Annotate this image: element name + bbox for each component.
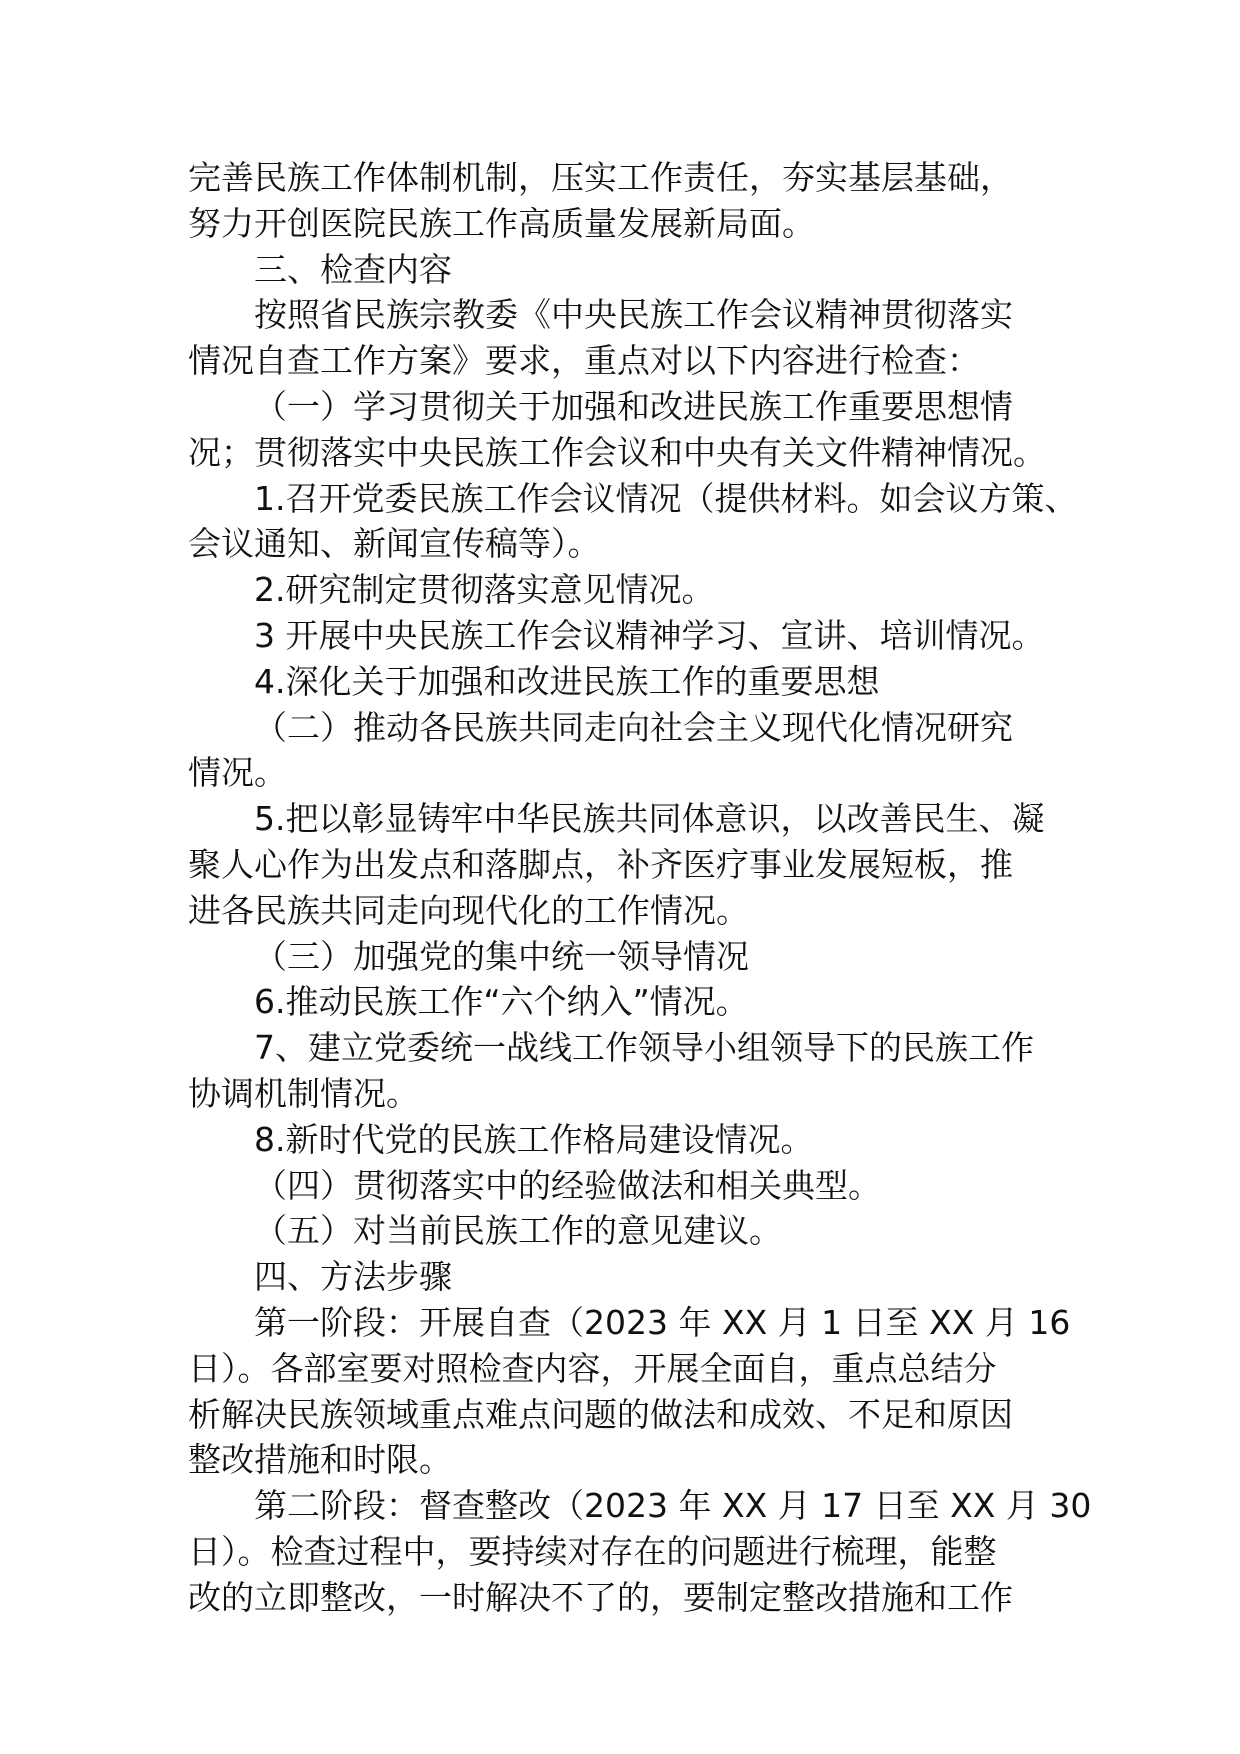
text-line: 完善民族工作体制机制，压实工作责任，夯实基层基础， bbox=[188, 158, 1013, 197]
paragraph-start: 按照省民族宗教委《中央民族工作会议精神贯彻落实 bbox=[254, 295, 1013, 335]
subsection-heading: （四）贯彻落实中的经验做法和相关典型。 bbox=[254, 1165, 881, 1205]
list-item: 5.把以彰显铸牢中华民族共同体意识，以改善民生、凝 bbox=[254, 799, 1045, 839]
list-item: 8.新时代党的民族工作格局建设情况。 bbox=[254, 1119, 814, 1159]
text-line: 协调机制情况。 bbox=[188, 1073, 419, 1113]
subsection-heading: （一）学习贯彻关于加强和改进民族工作重要思想情 bbox=[254, 386, 1013, 426]
text-line: 日）。各部室要对照检查内容，开展全面自，重点总结分 bbox=[188, 1348, 997, 1388]
text-line: 进各民族共同走向现代化的工作情况。 bbox=[188, 890, 749, 930]
subsection-heading: （三）加强党的集中统一领导情况 bbox=[254, 936, 749, 976]
list-item: 3 开展中央民族工作会议精神学习、宣讲、培训情况。 bbox=[254, 615, 1045, 655]
text-line: 努力开创医院民族工作高质量发展新局面。 bbox=[188, 203, 815, 243]
list-item: 6.推动民族工作“六个纳入”情况。 bbox=[254, 982, 749, 1022]
paragraph-start: 第一阶段：开展自查（2023 年 XX 月 1 日至 XX 月 16 bbox=[254, 1302, 1071, 1342]
text-line: 情况自查工作方案》要求，重点对以下内容进行检查： bbox=[188, 341, 980, 381]
section-heading: 四、方法步骤 bbox=[254, 1257, 452, 1297]
text-line: 析解决民族领域重点难点问题的做法和成效、不足和原因 bbox=[188, 1394, 1013, 1434]
subsection-heading: （二）推动各民族共同走向社会主义现代化情况研究 bbox=[254, 707, 1013, 747]
paragraph-start: 第二阶段：督查整改（2023 年 XX 月 17 日至 XX 月 30 bbox=[254, 1486, 1092, 1526]
text-line: 聚人心作为出发点和落脚点，补齐医疗事业发展短板，推 bbox=[188, 844, 1013, 884]
text-line: 会议通知、新闻宣传稿等）。 bbox=[188, 524, 601, 564]
text-line: 况；贯彻落实中央民族工作会议和中央有关文件精神情况。 bbox=[188, 432, 1046, 472]
list-item: 4.深化关于加强和改进民族工作的重要思想 bbox=[254, 661, 880, 701]
list-item: 1.召开党委民族工作会议情况（提供材料。如会议方策、 bbox=[254, 478, 1078, 518]
list-item: 2.研究制定贯彻落实意见情况。 bbox=[254, 570, 715, 610]
subsection-heading: （五）对当前民族工作的意见建议。 bbox=[254, 1211, 782, 1251]
section-heading: 三、检查内容 bbox=[254, 249, 452, 289]
text-line: 整改措施和时限。 bbox=[188, 1440, 452, 1480]
text-line: 日）。检查过程中，要持续对存在的问题进行梳理，能整 bbox=[188, 1531, 997, 1571]
document-body bbox=[188, 155, 1092, 1621]
text-line: 改的立即整改，一时解决不了的，要制定整改措施和工作 bbox=[188, 1577, 1013, 1617]
list-item: 7、建立党委统一战线工作领导小组领导下的民族工作 bbox=[254, 1028, 1034, 1068]
text-line: 情况。 bbox=[188, 753, 287, 793]
